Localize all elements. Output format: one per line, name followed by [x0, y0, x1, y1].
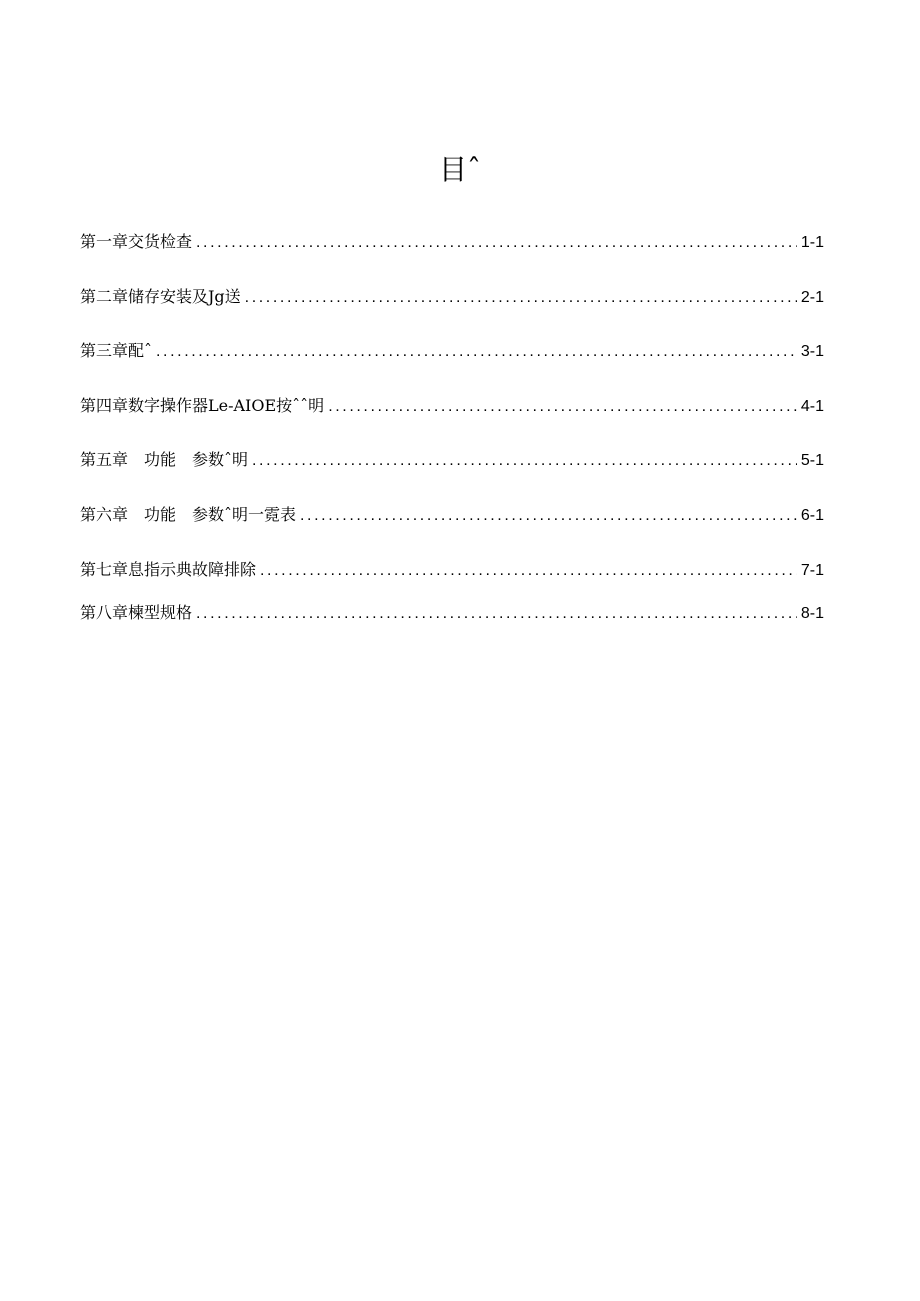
- toc-entry-page: 2-1: [800, 289, 824, 306]
- toc-entry-page: 6-1: [800, 507, 824, 524]
- toc-entry-leader: [245, 285, 797, 311]
- toc-entry-leader: [328, 394, 797, 420]
- toc-entry-page: 4-1: [800, 398, 824, 415]
- toc-entry: [80, 557, 824, 583]
- toc-entry-label: 第四章数字操作器Le-AIOE按ˆˆ明: [80, 396, 325, 415]
- toc-entry-leader: [156, 339, 797, 365]
- toc-entry: [80, 393, 824, 419]
- toc-entry-label: 第六章 功能 参数ˆ明一霓表: [80, 505, 297, 524]
- toc-entry-leader: [196, 601, 797, 627]
- toc-entry-label: 第七章息指示典故障排除: [80, 560, 257, 579]
- toc-entry-page: 1-1: [800, 234, 824, 251]
- toc-entry-page: 8-1: [800, 605, 824, 622]
- toc-entry-page: 7-1: [800, 562, 824, 579]
- toc-entry-label: 第三章配ˆ: [80, 341, 153, 360]
- toc-entry-label: 第一章交货检查: [80, 232, 193, 251]
- toc-entry-leader: [252, 448, 797, 474]
- toc-entry-label: 第八章楝型规格: [80, 603, 193, 622]
- toc-entry: [80, 229, 824, 255]
- toc-entry: [80, 600, 824, 626]
- toc-title: 目ˆ: [438, 153, 481, 186]
- toc-entry: [80, 338, 824, 364]
- toc-entry-label: 第二章储存安装及Jg送: [80, 287, 241, 306]
- toc-entry-leader: [196, 230, 797, 256]
- toc-entry: [80, 502, 824, 528]
- toc-entry-page: 3-1: [800, 343, 824, 360]
- toc-entry-leader: [260, 558, 797, 584]
- toc-entry: [80, 284, 824, 310]
- toc-entry-label: 第五章 功能 参数ˆ明: [80, 450, 249, 469]
- toc-entry: [80, 447, 824, 473]
- toc-entry-page: 5-1: [800, 452, 824, 469]
- toc-entry-leader: [300, 503, 797, 529]
